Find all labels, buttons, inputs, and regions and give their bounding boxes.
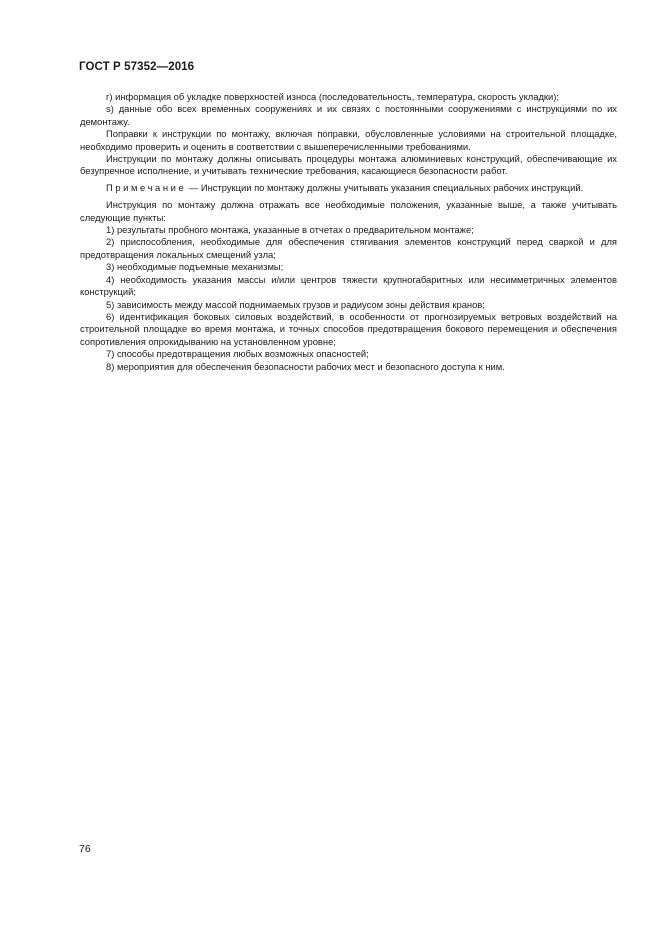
paragraph-amendments: Поправки к инструкции по монтажу, включая поправки, обусловленные условиями на строительной площадке, необходимо проверить и оценить в соответствии с вышеперечисленными требованиями. — [80, 128, 617, 152]
list-item-s: s) данные обо всех временных сооружениях и их связях с постоянными сооружениями с инструкциями по их демонтажу. — [80, 103, 617, 127]
list-item-1: 1) результаты пробного монтажа, указанные в отчетах о предварительном монтаже; — [106, 224, 474, 236]
paragraph-intro: Инструкция по монтажу должна отражать все необходимые положения, указанные выше, а также учитывать следующие пункты: — [80, 199, 617, 223]
list-item-4: 4) необходимость указания массы и/или центров тяжести крупногабаритных или несимметричных элементов конструкций; — [80, 273, 617, 298]
note-label: Примечание — [106, 181, 187, 193]
paragraph-requirements: Инструкции по монтажу должны описывать процедуры монтажа алюминиевых конструкций, обеспечивающие их безупречное исполнение, и учитывать технические требования, касающиеся безопасности работ. — [80, 153, 617, 177]
note-paragraph — [80, 182, 617, 194]
list-item-6: 6) идентификация боковых силовых воздействий, в особенности от прогнозируемых ветровых воздействий на строительной площадке во время монтажа, и точных способов предотвращения бокового перемещения и обеспечения сопротивления опрокидыванию на установленном уровне; — [80, 310, 617, 347]
page-number: 76 — [79, 843, 91, 855]
list-item-5: 5) зависимость между массой поднимаемых грузов и радиусом зоны действия кранов; — [106, 298, 485, 310]
document-body — [80, 91, 617, 373]
list-item-7: 7) способы предотвращения любых возможных опасностей; — [106, 348, 369, 360]
list-item-2: 2) приспособления, необходимые для обеспечения стягивания элементов конструкций перед сваркой и для предотвращения локальных смещений узла; — [80, 236, 617, 260]
list-item-g: г) информация об укладке поверхностей износа (последовательность, температура, скорость укладки); — [106, 91, 559, 102]
list-item-3: 3) необходимые подъемные механизмы; — [106, 261, 284, 273]
document-header: ГОСТ Р 57352—2016 — [79, 61, 195, 73]
list-item-8: 8) мероприятия для обеспечения безопасности рабочих мест и безопасного доступа к ним. — [106, 360, 505, 372]
note-text: — Инструкции по монтажу должны учитывать указания специальных рабочих инструкций. — [186, 181, 584, 193]
